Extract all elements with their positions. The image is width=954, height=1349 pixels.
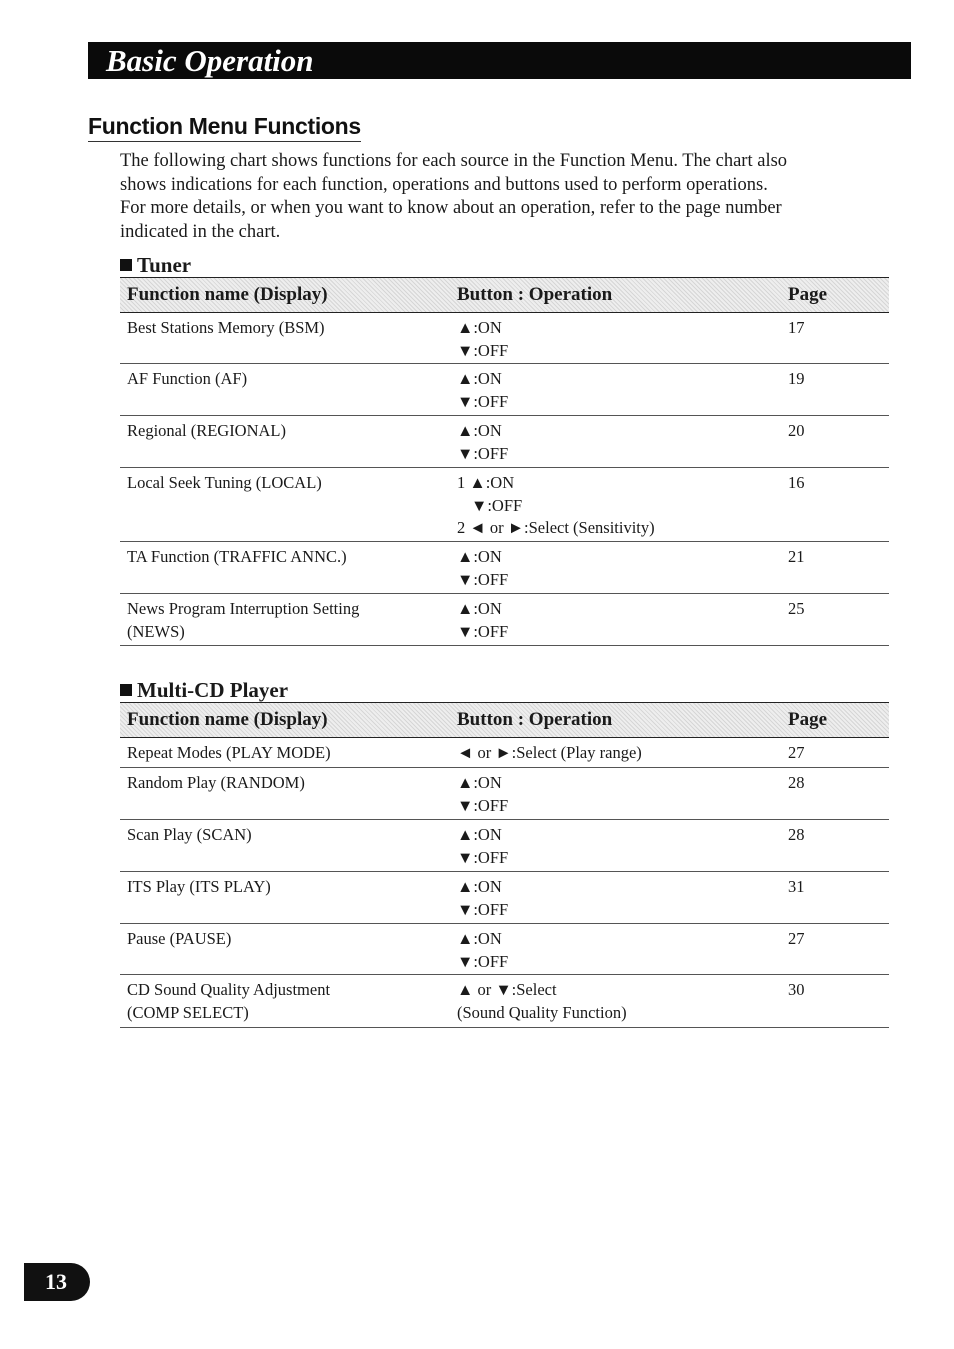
column-header-operation: Button : Operation: [457, 284, 613, 305]
operation-cell: [457, 317, 777, 362]
operation-line: ▲:ON: [457, 318, 502, 337]
function-name: Regional (REGIONAL): [127, 421, 287, 440]
tuner-heading-text: Tuner: [137, 253, 192, 277]
operation-cell: [457, 472, 777, 540]
tuner-heading: [120, 253, 191, 277]
table-row: [120, 542, 889, 594]
column-header-function: Function name (Display): [127, 284, 328, 305]
function-name: AF Function (AF): [127, 369, 248, 388]
page-cell: 17: [788, 318, 805, 337]
function-name: Scan Play (SCAN): [127, 825, 252, 844]
operation-line: ▲:ON: [457, 421, 502, 440]
operation-line: ▼:OFF: [457, 795, 509, 815]
multicd-table: [120, 702, 889, 1028]
operation-cell: [457, 368, 777, 413]
operation-cell: [457, 420, 777, 465]
table-row: [120, 738, 889, 768]
function-name-cell: [127, 546, 447, 569]
table-row: [120, 924, 889, 975]
square-bullet-icon: [120, 259, 132, 271]
table-row: [120, 768, 889, 820]
table-row: [120, 364, 889, 416]
intro-line: The following chart shows functions for each source in the Function Menu. The chart also: [120, 151, 788, 171]
section-banner: [88, 42, 911, 79]
page-cell: 20: [788, 421, 805, 440]
operation-line: ▼:OFF: [457, 899, 509, 919]
operation-line: ▼:OFF: [457, 847, 509, 867]
page-cell: 16: [788, 473, 805, 492]
function-name-cell: [127, 979, 447, 1024]
operation-line: ▲ or ▼:Select: [457, 980, 557, 999]
page-cell: 25: [788, 599, 805, 618]
table-row: [120, 975, 889, 1028]
intro-line: For more details, or when you want to know about an operation, refer to the page number: [120, 198, 782, 218]
function-name-cell: [127, 928, 447, 951]
operation-line: 1 ▲:ON: [457, 473, 515, 492]
section-title: Function Menu Functions: [88, 113, 361, 142]
column-header-page: Page: [788, 284, 828, 305]
function-name-cell: [127, 772, 447, 795]
page-cell: 19: [788, 369, 805, 388]
page-cell: 31: [788, 877, 805, 896]
operation-line: ▲:ON: [457, 599, 502, 618]
column-header-operation: Button : Operation: [457, 709, 613, 730]
column-header-page: Page: [788, 709, 828, 730]
table-row: [120, 416, 889, 468]
operation-line: ▼:OFF: [457, 951, 509, 971]
function-name-cell: [127, 472, 447, 495]
function-name: Random Play (RANDOM): [127, 773, 305, 792]
intro-line: shows indications for each function, operations and buttons used to perform operations.: [120, 174, 768, 195]
banner-title: Basic Operation: [106, 43, 314, 78]
function-name-cell: [127, 742, 447, 765]
function-name-cell: [127, 317, 447, 340]
function-name: Pause (PAUSE): [127, 929, 232, 948]
operation-line: ▲:ON: [457, 929, 502, 948]
multicd-heading: [120, 678, 288, 702]
operation-line: ▲:ON: [457, 773, 502, 792]
operation-line: ◄ or ►:Select (Play range): [457, 743, 642, 762]
operation-line: ▼:OFF: [457, 569, 509, 589]
multicd-heading-text: Multi-CD Player: [137, 678, 289, 702]
operation-cell: [457, 928, 777, 973]
page-cell: 30: [788, 980, 805, 999]
operation-cell: [457, 742, 777, 765]
operation-line: ▼:OFF: [457, 391, 509, 411]
function-name: ITS Play (ITS PLAY): [127, 877, 271, 896]
operation-line: ▼:OFF: [457, 443, 509, 463]
page-number-badge: [24, 1263, 90, 1301]
operation-line: ▼:OFF: [457, 621, 509, 641]
intro-paragraph: [120, 150, 880, 244]
function-name: (NEWS): [127, 621, 185, 641]
operation-line: ▲:ON: [457, 825, 502, 844]
table-header: [120, 277, 889, 313]
tuner-table: [120, 277, 889, 646]
function-name: Best Stations Memory (BSM): [127, 318, 325, 337]
function-name: Local Seek Tuning (LOCAL): [127, 473, 322, 492]
table-header: [120, 702, 889, 738]
operation-line: ▲:ON: [457, 547, 502, 566]
table-row: [120, 468, 889, 542]
operation-line: 2 ◄ or ►:Select (Sensitivity): [457, 518, 655, 537]
function-name-cell: [127, 824, 447, 847]
operation-cell: [457, 598, 777, 643]
table-row: [120, 820, 889, 872]
column-header-function: Function name (Display): [127, 709, 328, 730]
operation-cell: [457, 772, 777, 817]
square-bullet-icon: [120, 684, 132, 696]
operation-line: ▲:ON: [457, 877, 502, 896]
function-name-cell: [127, 368, 447, 391]
function-name-cell: [127, 598, 447, 643]
function-name-cell: [127, 876, 447, 899]
page-cell: 27: [788, 929, 805, 948]
page-cell: 21: [788, 547, 805, 566]
function-name: (COMP SELECT): [127, 1002, 249, 1022]
table-row: [120, 594, 889, 646]
page-cell: 27: [788, 743, 805, 762]
page-cell: 28: [788, 773, 805, 792]
intro-line: indicated in the chart.: [120, 221, 281, 242]
operation-cell: [457, 546, 777, 591]
function-name-cell: [127, 420, 447, 443]
operation-line: (Sound Quality Function): [457, 1002, 627, 1022]
function-name: TA Function (TRAFFIC ANNC.): [127, 547, 347, 566]
operation-line: ▲:ON: [457, 369, 502, 388]
table-row: [120, 872, 889, 924]
function-name: News Program Interruption Setting: [127, 599, 360, 618]
function-name: Repeat Modes (PLAY MODE): [127, 743, 331, 762]
table-row: [120, 313, 889, 364]
operation-cell: [457, 824, 777, 869]
operation-line: ▼:OFF: [471, 495, 523, 515]
operation-cell: [457, 979, 777, 1024]
function-name: CD Sound Quality Adjustment: [127, 980, 331, 999]
operation-line: ▼:OFF: [457, 340, 509, 360]
page-number: 13: [45, 1269, 67, 1294]
page-cell: 28: [788, 825, 805, 844]
operation-cell: [457, 876, 777, 921]
